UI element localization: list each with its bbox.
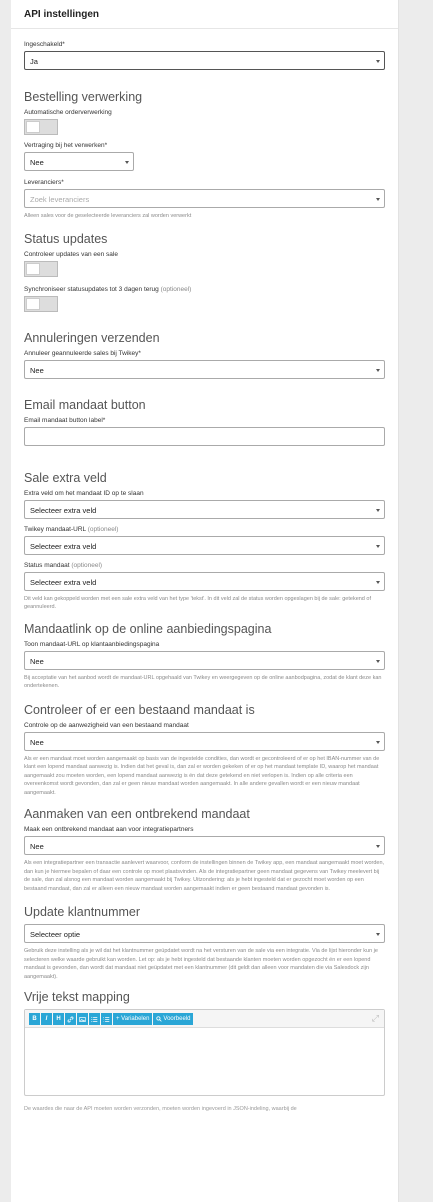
mandate-link-title: Mandaatlink op de online aanbiedingspagina — [24, 621, 272, 636]
enabled-label: Ingeschakeld* — [24, 41, 65, 48]
ordered-list-icon — [103, 1016, 110, 1023]
toggle-knob — [26, 298, 40, 310]
auto-processing-toggle[interactable] — [24, 119, 58, 135]
ordered-list-button[interactable] — [101, 1013, 112, 1025]
missing-mandate-value: Nee — [30, 842, 44, 851]
enabled-select[interactable] — [24, 51, 385, 70]
variables-button[interactable]: + Variabelen — [113, 1013, 152, 1025]
email-button-label: Email mandaat button label* — [24, 416, 106, 424]
mandate-url-value: Selecteer extra veld — [30, 541, 97, 551]
mandate-link-value: Nee — [30, 656, 44, 666]
chevron-down-icon — [376, 509, 380, 512]
mandate-url-optional: (optioneel) — [87, 525, 119, 533]
image-icon — [79, 1016, 86, 1023]
free-text-help: De waardes die naar de API moeten worden verzonden, moeten worden ingevoerd in JSON-indeling, waarbij de — [24, 1106, 297, 1112]
chevron-down-icon — [376, 933, 380, 936]
missing-mandate-select[interactable] — [24, 836, 385, 855]
mandate-status-value: Selecteer extra veld — [30, 577, 97, 587]
cancellations-title: Annuleringen verzenden — [24, 330, 160, 345]
mandate-link-help: Bij acceptatie van het aanbod wordt de mandaat-URL opgehaald van Twikey en weergegeven op de online aanbodpagina, zodat de klant deze kan ondertekenen. — [24, 674, 382, 689]
panel-title: API instellingen — [11, 0, 398, 29]
chevron-down-icon — [376, 581, 380, 584]
list-button[interactable] — [89, 1013, 100, 1025]
mandate-url-label-text: Twikey mandaat-URL — [24, 525, 86, 533]
list-icon — [91, 1016, 98, 1023]
bold-button[interactable]: B — [29, 1013, 40, 1025]
existing-mandate-value: Nee — [30, 737, 44, 747]
expand-icon[interactable]: ⤢ — [371, 1013, 379, 1023]
link-icon — [67, 1016, 74, 1023]
enabled-value: Ja — [30, 57, 38, 66]
customer-number-value: Selecteer optie — [30, 930, 81, 939]
chevron-down-icon — [376, 741, 380, 744]
email-button-input[interactable] — [24, 427, 385, 446]
mandate-url-select[interactable] — [24, 536, 385, 555]
missing-mandate-label: Maak een ontbrekend mandaat aan voor integratiepartners — [24, 826, 194, 833]
mandate-status-select[interactable] — [24, 572, 385, 591]
settings-form — [11, 41, 398, 1112]
delay-label: Vertraging bij het verwerken* — [24, 142, 108, 149]
chevron-down-icon — [376, 198, 380, 201]
editor-toolbar — [25, 1010, 384, 1028]
existing-mandate-label: Controle op de aanwezigheid van een bestaand mandaat — [24, 721, 189, 729]
suppliers-label: Leveranciers* — [24, 179, 64, 186]
mandate-link-label: Toon mandaat-URL op klantaanbiedingspagina — [24, 640, 160, 648]
sale-extra-title: Sale extra veld — [24, 470, 107, 485]
extra-field-value: Selecteer extra veld — [30, 505, 97, 515]
sync-toggle[interactable] — [24, 296, 58, 312]
order-processing-title: Bestelling verwerking — [24, 90, 143, 104]
customer-number-help: Gebruik deze instelling als je wil dat het klantnummer geüpdatet wordt na het versturen van de sale via een integratie. Via de lijst hieronder kun je selecteren welke waarde gebruikt kan worden. Let op: als je hebt ingesteld dat bestaande klanten moeten worden opgezocht én er een lopend mandaat is gevonden, dan wordt dat mandaat niet geüpdatet met een klantnummer (dit geldt dan alleen voor mandaten die via Salesdock zijn aangemaakt). — [24, 948, 378, 980]
image-button[interactable] — [77, 1013, 88, 1025]
toggle-knob — [26, 263, 40, 275]
preview-label: Voorbeeld — [163, 1016, 191, 1022]
suppliers-help: Alleen sales voor de geselecteerde leveranciers zal worden verwerkt — [24, 213, 192, 219]
missing-mandate-help: Als een integratiepartner een transactie aanlevert waarvoor, conform de instellingen binnen de Twikey app, een mandaat aangemaakt moet worden, dan kun je hiermee bepalen of daar een controle op moet plaatsvinden. Als de integratiepartner geen mandaat gegevens van Twikey meelevert bij de sale, dan zal alsnog een mandaat worden aangemaakt bij Twikey. Uitzondering: als je hebt ingesteld dat er gezocht moet worden op een bestaand mandaat, dan zal er alleen een nieuw mandaat worden aangemaakt indien er geen bestaand mandaat gevonden is. — [24, 860, 385, 892]
check-updates-label: Controleer updates van een sale — [24, 250, 118, 258]
suppliers-placeholder: Zoek leveranciers — [30, 195, 90, 204]
italic-button[interactable]: I — [41, 1013, 52, 1025]
sync-optional: (optioneel) — [160, 285, 192, 293]
check-updates-toggle[interactable] — [24, 261, 58, 277]
free-text-title: Vrije tekst mapping — [24, 990, 130, 1004]
chevron-down-icon — [376, 845, 380, 848]
mandate-url-label — [24, 526, 385, 533]
extra-field-label: Extra veld om het mandaat ID op te slaan — [24, 489, 144, 497]
free-text-editor[interactable] — [24, 1009, 385, 1096]
suppliers-select[interactable] — [24, 189, 385, 208]
preview-button[interactable] — [153, 1013, 193, 1025]
auto-processing-label: Automatische orderverwerking — [24, 109, 112, 116]
toggle-knob — [26, 121, 40, 133]
status-updates-title: Status updates — [24, 231, 108, 246]
chevron-down-icon — [376, 60, 380, 63]
existing-mandate-help: Als er een mandaat moet worden aangemaakt op basis van de ingestelde condities, dan wordt er gecontroleerd of er op het IBAN-nummer van de klant een lopend mandaat aanwezig is. Indien dat het geval is, dan zal er worden gekeken of er op het mandaat template ID, waarop het mandaat aangemaakt zou moeten worden, een lopend mandaat aanwezig is én dat deze getekend en niet verlopen is. Indien op alle criteria een overeenkomst wordt gevonden, dan zal er geen nieuw mandaat worden aangemaakt. In alle andere gevallen wordt er een nieuw mandaat aangemaakt. — [24, 755, 380, 796]
customer-number-select[interactable] — [24, 924, 385, 943]
chevron-down-icon — [125, 161, 129, 164]
settings-panel — [11, 0, 399, 1202]
mandate-status-label — [24, 562, 385, 569]
mandate-status-optional: (optioneel) — [71, 561, 103, 569]
mandate-link-select[interactable] — [24, 651, 385, 670]
chevron-down-icon — [376, 545, 380, 548]
customer-number-title: Update klantnummer — [24, 905, 141, 919]
email-button-title: Email mandaat button — [24, 397, 146, 412]
cancel-label: Annuleer geannuleerde sales bij Twikey* — [24, 349, 141, 357]
extra-field-select[interactable] — [24, 500, 385, 519]
sale-extra-help: Dit veld kan gekoppeld worden met een sale extra veld van het type 'tekst'. In dit veld zal de status worden opgeslagen bij de sale: getekend of geannuleerd. — [24, 595, 371, 610]
search-icon — [156, 1016, 162, 1022]
heading-button[interactable]: H — [53, 1013, 64, 1025]
delay-select[interactable] — [24, 152, 134, 171]
mandate-status-label-text: Status mandaat — [24, 561, 70, 569]
chevron-down-icon — [376, 660, 380, 663]
sync-label — [24, 286, 385, 293]
cancel-value: Nee — [30, 365, 44, 375]
delay-value: Nee — [30, 158, 44, 167]
cancel-select[interactable] — [24, 360, 385, 379]
chevron-down-icon — [376, 369, 380, 372]
existing-mandate-title: Controleer of er een bestaand mandaat is — [24, 702, 255, 717]
sync-label-text: Synchroniseer statusupdates tot 3 dagen terug — [24, 285, 159, 293]
link-button[interactable] — [65, 1013, 76, 1025]
existing-mandate-select[interactable] — [24, 732, 385, 751]
missing-mandate-title: Aanmaken van een ontbrekend mandaat — [24, 807, 250, 821]
